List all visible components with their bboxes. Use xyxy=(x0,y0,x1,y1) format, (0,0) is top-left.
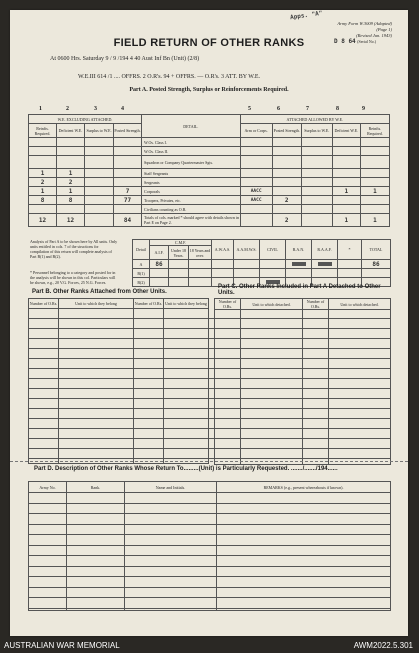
ruled-line xyxy=(28,368,390,369)
cell-value xyxy=(114,138,142,147)
ruled-line xyxy=(28,418,390,419)
cell-value xyxy=(85,178,114,187)
subheader: Surplus to W.E. xyxy=(301,124,332,138)
ruled-line xyxy=(28,503,390,504)
part-b-col-unit: Unit to which they belong xyxy=(59,299,134,309)
perforation-line xyxy=(10,461,408,462)
row-label: Sergeants xyxy=(142,178,241,187)
cell-value xyxy=(85,169,114,178)
col-number: 7 xyxy=(306,106,309,112)
cell-value: 8 xyxy=(57,196,85,205)
ruled-line xyxy=(28,358,390,359)
part-a-table xyxy=(28,114,390,227)
analysis-header: R.A.N. xyxy=(286,240,312,260)
cell-value: 1 xyxy=(29,169,57,178)
document-page xyxy=(10,10,408,636)
cell-value xyxy=(272,205,301,214)
col-number: 2 xyxy=(66,106,69,112)
cell-value: 1 xyxy=(332,214,360,227)
cell-value xyxy=(272,187,301,196)
row-label: W.Os. Class II. xyxy=(142,147,241,156)
ruled-line xyxy=(28,555,390,556)
cell-value xyxy=(301,178,332,187)
cell-value xyxy=(85,156,114,169)
cell-value: 2 xyxy=(272,214,301,227)
cell-value xyxy=(114,205,142,214)
table-row xyxy=(29,196,390,205)
analysis-table xyxy=(132,239,391,287)
ruled-line xyxy=(28,545,390,546)
row-label: W.Os. Class I. xyxy=(142,138,241,147)
cell-value xyxy=(360,205,389,214)
part-c-table xyxy=(214,298,391,465)
cell-value xyxy=(332,138,360,147)
cell-value xyxy=(332,169,360,178)
part-d-title: Part D. Description of Other Ranks Whose Return To.........(Unit) is Particularly Requested. ......./......./194...... xyxy=(34,466,338,472)
cell-value xyxy=(240,156,272,169)
analysis-note-2: * Personnel belonging to a category and posted for in the analysis will be shown in this col. Particulars will be shown, e.g., 20 V.G. Forces, 25 N.G. Forces. xyxy=(30,270,116,285)
part-d-header: Army No. xyxy=(29,482,67,493)
cell-value xyxy=(85,138,114,147)
cell-value xyxy=(57,147,85,156)
ruled-line xyxy=(28,398,390,399)
row-label: Staff Sergeants xyxy=(142,169,241,178)
analysis-aif-a: 86 xyxy=(150,260,169,269)
part-d-table xyxy=(28,481,391,611)
subheader: Deficient W.E. xyxy=(57,124,85,138)
cell-value xyxy=(272,138,301,147)
part-c-col-number: Number of O.Rs. xyxy=(215,299,241,310)
cell-value: 7 xyxy=(114,187,142,196)
part-c-col-unit: Unit to which detached. xyxy=(329,299,391,310)
ruled-line xyxy=(28,328,390,329)
analysis-header: CIVIL xyxy=(260,240,286,260)
cmf-header: C.M.F. xyxy=(150,240,212,246)
subheader: Posted Strength. xyxy=(272,124,301,138)
ruled-line xyxy=(28,408,390,409)
cell-value xyxy=(240,205,272,214)
ruled-line xyxy=(28,348,390,349)
part-d-header: Rank. xyxy=(67,482,125,493)
analysis-header: A.I.F. xyxy=(150,246,169,260)
analysis-total-a: 86 xyxy=(362,260,391,269)
cell-value: AACC xyxy=(240,187,272,196)
ruled-line xyxy=(28,318,390,319)
cell-value xyxy=(272,147,301,156)
cell-value xyxy=(360,147,389,156)
cell-value: 1 xyxy=(57,187,85,196)
cell-value: 2 xyxy=(57,178,85,187)
cell-value: 2 xyxy=(272,196,301,205)
cell-value xyxy=(332,178,360,187)
row-label: Totals of cols. marked * should agree with details shown in Part E on Page 2. xyxy=(142,214,241,227)
analysis-header: R.A.A.F. xyxy=(312,240,338,260)
cell-value: 1 xyxy=(360,187,389,196)
footer-bar xyxy=(0,643,419,653)
part-b-title: Part B. Other Ranks Attached from Other Units. xyxy=(32,289,167,295)
subheader: Reinfts. Required. xyxy=(29,124,57,138)
we-strength-line: W.E.III 614 /1 .... OFFRS. 2 O.R's. 94 + OFFRS. — O.R's. 3 ATT. BY W.E. xyxy=(78,74,261,80)
cell-value: 1 xyxy=(29,187,57,196)
ruled-line xyxy=(28,608,390,609)
cell-value xyxy=(240,214,272,227)
cell-value xyxy=(301,214,332,227)
row-label: Squadron or Company Quartermaster Sgts. xyxy=(142,156,241,169)
cell-value xyxy=(332,196,360,205)
analysis-header: A.A.M.W.S. xyxy=(234,240,260,260)
cell-value xyxy=(360,196,389,205)
col-number: 3 xyxy=(94,106,97,112)
cell-value xyxy=(29,205,57,214)
cell-value xyxy=(57,156,85,169)
subheader: Deficient W.E. xyxy=(332,124,360,138)
table-row xyxy=(29,205,390,214)
cell-value: 2 xyxy=(29,178,57,187)
right-group-header: ATTACHED ALLOWED BY W.E. xyxy=(240,115,389,124)
cell-value: 12 xyxy=(29,214,57,227)
serial-label: (Serial No.) xyxy=(357,39,377,44)
row-label: Corporals xyxy=(142,187,241,196)
analysis-header: Under 18 Years. xyxy=(169,246,189,260)
ruled-line xyxy=(28,458,390,459)
cell-value xyxy=(85,147,114,156)
table-row xyxy=(29,169,390,178)
part-d-header: Name and Initials. xyxy=(125,482,217,493)
col-number: 9 xyxy=(362,106,365,112)
ruled-line xyxy=(28,428,390,429)
table-row xyxy=(29,178,390,187)
cell-value xyxy=(240,138,272,147)
analysis-header: TOTAL xyxy=(362,240,391,260)
cell-value xyxy=(240,178,272,187)
col-number: 1 xyxy=(39,106,42,112)
cell-value xyxy=(360,156,389,169)
subheader: Reinfts. Required. xyxy=(360,124,389,138)
cell-value: 1 xyxy=(360,214,389,227)
detail-header: DETAIL. xyxy=(142,115,241,138)
cell-value xyxy=(332,205,360,214)
form-number: Army Form W.3009 (Adapted) xyxy=(337,21,392,26)
table-row xyxy=(29,147,390,156)
cell-value xyxy=(85,196,114,205)
col-number: 6 xyxy=(277,106,280,112)
ruled-line xyxy=(28,597,390,598)
footer-institution: AUSTRALIAN WAR MEMORIAL xyxy=(4,641,120,650)
analysis-header: * xyxy=(338,240,362,260)
cell-value xyxy=(85,205,114,214)
cell-value xyxy=(240,169,272,178)
cell-value xyxy=(57,205,85,214)
analysis-header: A.W.A.S. xyxy=(212,240,234,260)
col-number: 5 xyxy=(248,106,251,112)
cell-value xyxy=(114,178,142,187)
cell-value xyxy=(301,169,332,178)
cell-value xyxy=(301,147,332,156)
cell-value xyxy=(301,156,332,169)
part-b-col-number: Number of O.Rs. xyxy=(29,299,59,309)
cell-value: 1 xyxy=(332,187,360,196)
ruled-line xyxy=(28,566,390,567)
ruled-line xyxy=(28,576,390,577)
document-title: FIELD RETURN OF OTHER RANKS xyxy=(113,37,305,49)
subheader: Surplus to W.E. xyxy=(85,124,114,138)
ruled-line xyxy=(28,448,390,449)
serial-value: D 8 64 xyxy=(334,38,356,45)
cell-value: AACC xyxy=(240,196,272,205)
row-label: Civilians counting as O.R. xyxy=(142,205,241,214)
cell-value xyxy=(114,156,142,169)
subheader: Arm or Corps. xyxy=(240,124,272,138)
col-number: 8 xyxy=(336,106,339,112)
cell-value xyxy=(332,147,360,156)
cell-value: 8 xyxy=(29,196,57,205)
cell-value xyxy=(272,178,301,187)
ruled-line xyxy=(28,438,390,439)
analysis-note: Analysis of Part A to be shown here by All units. Only units entitled in cols. 7 of the structions for compilation of this return will complete analysis of Part B(1) and B(2). xyxy=(30,239,118,259)
date-unit-line: At 0600 Hrs. Saturday 9 / 9 /194 4 40 Aust Inf Bn (Unit) (2/8) xyxy=(50,56,200,62)
table-row xyxy=(29,156,390,169)
cell-value: 77 xyxy=(114,196,142,205)
cell-value xyxy=(301,138,332,147)
cell-value xyxy=(29,156,57,169)
part-c-col-unit: Unit to which detached. xyxy=(241,299,303,310)
table-row xyxy=(29,138,390,147)
part-d-header: REMARKS (e.g., present whereabouts if known). xyxy=(217,482,391,493)
cell-value xyxy=(114,147,142,156)
handwritten-annotation: Apps. "A" xyxy=(289,10,323,22)
table-row xyxy=(29,214,390,227)
form-revised: (Revised Jan. 1943) xyxy=(356,33,392,38)
part-b-col-number: Number of O.Rs. xyxy=(134,299,164,309)
row-label: Troopers, Privates, etc. xyxy=(142,196,241,205)
cell-value xyxy=(301,205,332,214)
ruled-line xyxy=(28,378,390,379)
cell-value xyxy=(85,187,114,196)
redaction-mark xyxy=(318,262,332,266)
cell-value xyxy=(272,169,301,178)
cell-value xyxy=(360,169,389,178)
cell-value xyxy=(29,147,57,156)
ruled-line xyxy=(28,587,390,588)
left-group-header: W.E. EXCLUDING ATTACHED. xyxy=(29,115,142,124)
cell-value xyxy=(57,138,85,147)
cell-value xyxy=(332,156,360,169)
cell-value: 12 xyxy=(57,214,85,227)
analysis-row-label: B(1) xyxy=(133,269,150,278)
part-b-col-unit: Unit to which they belong xyxy=(164,299,209,309)
cell-value xyxy=(114,169,142,178)
cell-value xyxy=(360,138,389,147)
part-a-title: Part A. Posted Strength, Surplus or Reinforcements Required. xyxy=(129,87,289,93)
ruled-line xyxy=(28,388,390,389)
subheader: Posted Strength. xyxy=(114,124,142,138)
cell-value xyxy=(301,187,332,196)
analysis-header: 18 Years and over. xyxy=(189,247,211,258)
form-page: (Page 1) xyxy=(376,27,392,32)
table-row xyxy=(29,187,390,196)
cell-value xyxy=(301,196,332,205)
analysis-row-label: B(2) xyxy=(133,278,150,287)
cell-value xyxy=(272,156,301,169)
ruled-line xyxy=(28,524,390,525)
ruled-line xyxy=(28,534,390,535)
ruled-line xyxy=(28,513,390,514)
analysis-detail-header: Detail xyxy=(133,240,150,260)
col-number: 4 xyxy=(121,106,124,112)
footer-accession-number: AWM2022.5.301 xyxy=(353,641,413,650)
part-c-title: Part C. Other Ranks Included in Part A Detached to Other Units. xyxy=(218,284,381,296)
part-c-col-number: Number of O.Rs. xyxy=(303,299,329,310)
cell-value xyxy=(360,178,389,187)
cell-value xyxy=(240,147,272,156)
analysis-row-label: A xyxy=(133,260,150,269)
ruled-line xyxy=(28,338,390,339)
cell-value xyxy=(85,214,114,227)
part-b-table xyxy=(28,298,209,464)
cell-value xyxy=(29,138,57,147)
cell-value: 84 xyxy=(114,214,142,227)
redaction-mark xyxy=(292,262,306,266)
cell-value: 1 xyxy=(57,169,85,178)
